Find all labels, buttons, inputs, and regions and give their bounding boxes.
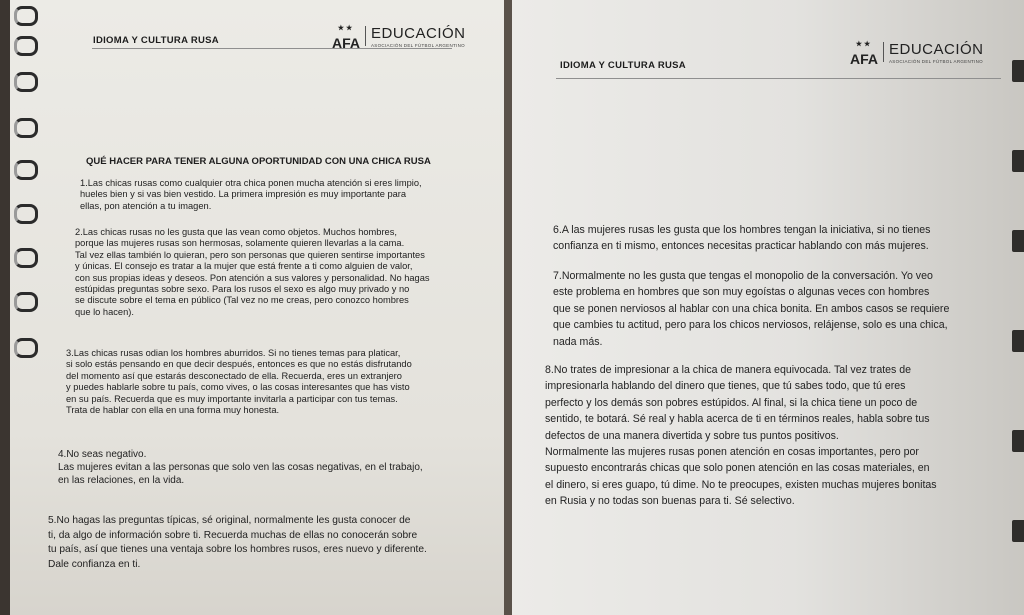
paragraph-6: 6.A las mujeres rusas les gusta que los hombres tengan la iniciativa, si no tienes confianza en ti mismo, entonces necesitas practicar hablando con más mujeres.	[553, 224, 931, 253]
paragraph-5: 5.No hagas las preguntas típicas, sé original, normalmente les gusta conocer de ti, da algo de información sobre ti. Recuerda muchas de ellas no conocerán sobre tu país, así que tienes una ventaja sobre los hombres rusos, eres nuevo y diferente. Dale confianza en ti.	[48, 515, 427, 570]
paragraph-8: 8.No trates de impresionar a la chica de manera equivocada. Tal vez trates de impresionarla hablando del dinero que tienes, que tú sabes todo, que tú eres perfecto y los demás son pobres estúpidos. Al final, si la chica tiene un poco de sentido, te botará. Sé real y habla acerca de ti en términos reales, habla sobre tus defectos de una manera divertida y sobre tus puntos positivos. Normalmente las mujeres rusas ponen atención en cosas importantes, pero por supuesto encontrarás chicas que solo ponen atención en las cosas materiales, en el dinero, si eres guapo, tú dime. No te preocupes, existen muchas mujeres bonitas en Rusia y no todas son buenas para ti. Sé selectivo.	[545, 364, 937, 508]
binding-ring	[14, 338, 38, 358]
left-page	[10, 0, 504, 615]
page-header: IDIOMA Y CULTURA RUSA	[93, 35, 219, 46]
page-tab	[1012, 520, 1024, 542]
page-tab	[1012, 230, 1024, 252]
afa-logo	[332, 22, 466, 50]
book-gutter	[504, 0, 512, 615]
binding-ring	[14, 160, 38, 180]
paragraph-3: 3.Las chicas rusas odian los hombres aburridos. Si no tienes temas para platicar, si solo estás pensando en que decir después, entonces es que no estás disfrutando del momento así que estarás desconectado de ella. Recuerda, eres un extranjero y puedes hablarle sobre tu país, como vives, o las cosas interesantes que has visto en su país. Recuerda que es muy importante invitarla a participar con tus temas. Trata de hablar con ella en una forma muy honesta.	[66, 348, 412, 416]
binding-ring	[14, 6, 38, 26]
spiral-binding	[10, 0, 38, 615]
binding-ring	[14, 72, 38, 92]
binding-ring	[14, 204, 38, 224]
logo-subtitle: ASOCIACIÓN DEL FÚTBOL ARGENTINO	[371, 42, 465, 48]
afa-crest-icon: ★★ AFA	[332, 25, 360, 51]
binding-ring	[14, 292, 38, 312]
binding-ring	[14, 248, 38, 268]
afa-logo	[850, 38, 984, 66]
page-tab	[1012, 330, 1024, 352]
right-page	[512, 0, 1024, 615]
paragraph-7: 7.Normalmente no les gusta que tengas el monopolio de la conversación. Yo veo este problema en hombres que son muy egoístas o algunas veces con hombres que se ponen nerviosos al hablar con una chica bonita. En ambos casos se requiere que cambies tu actitud, pero para los chicos nerviosos, relájense, solo es una chica, nada más.	[553, 270, 950, 348]
page-tab	[1012, 60, 1024, 82]
logo-subtitle: ASOCIACIÓN DEL FÚTBOL ARGENTINO	[889, 58, 983, 64]
page-tabs	[1010, 0, 1024, 615]
page-tab	[1012, 150, 1024, 172]
page-tab	[1012, 430, 1024, 452]
paragraph-1: 1.Las chicas rusas como cualquier otra chica ponen mucha atención si eres limpio, hueles bien y si vas bien vestido. La primera impresión es muy importante para ellas, pon atención a tu imagen.	[80, 178, 422, 211]
binding-ring	[14, 36, 38, 56]
paragraph-2: 2.Las chicas rusas no les gusta que las vean como objetos. Muchos hombres, porque las mujeres rusas son hermosas, solamente quieren llevarlas a la cama. Tal vez ellas también lo quieran, pero son personas que quieren sentirse importantes y únicas. El consejo es tratar a la mujer que está frente a ti como alguien de valor, con sus propias ideas y deseos. Pon atención a sus valores y personalidad. No hagas estúpidas preguntas sobre sexo. Para los rusos el sexo es algo muy privado y no se discute sobre el tema en público (Tal vez no me creas, pero conozco hombres que lo hacen).	[75, 227, 430, 317]
logo-name: EDUCACIÓN	[371, 24, 466, 42]
header-rule	[556, 78, 1001, 79]
paragraph-4: 4.No seas negativo. Las mujeres evitan a las personas que solo ven las cosas negativas, en el trabajo, en las relaciones, en la vida.	[58, 449, 423, 486]
binding-ring	[14, 118, 38, 138]
logo-name: EDUCACIÓN	[889, 40, 984, 58]
page-header: IDIOMA Y CULTURA RUSA	[560, 60, 686, 71]
page-title: QUÉ HACER PARA TENER ALGUNA OPORTUNIDAD CON UNA CHICA RUSA	[86, 156, 431, 167]
afa-crest-icon: ★★ AFA	[850, 41, 878, 67]
